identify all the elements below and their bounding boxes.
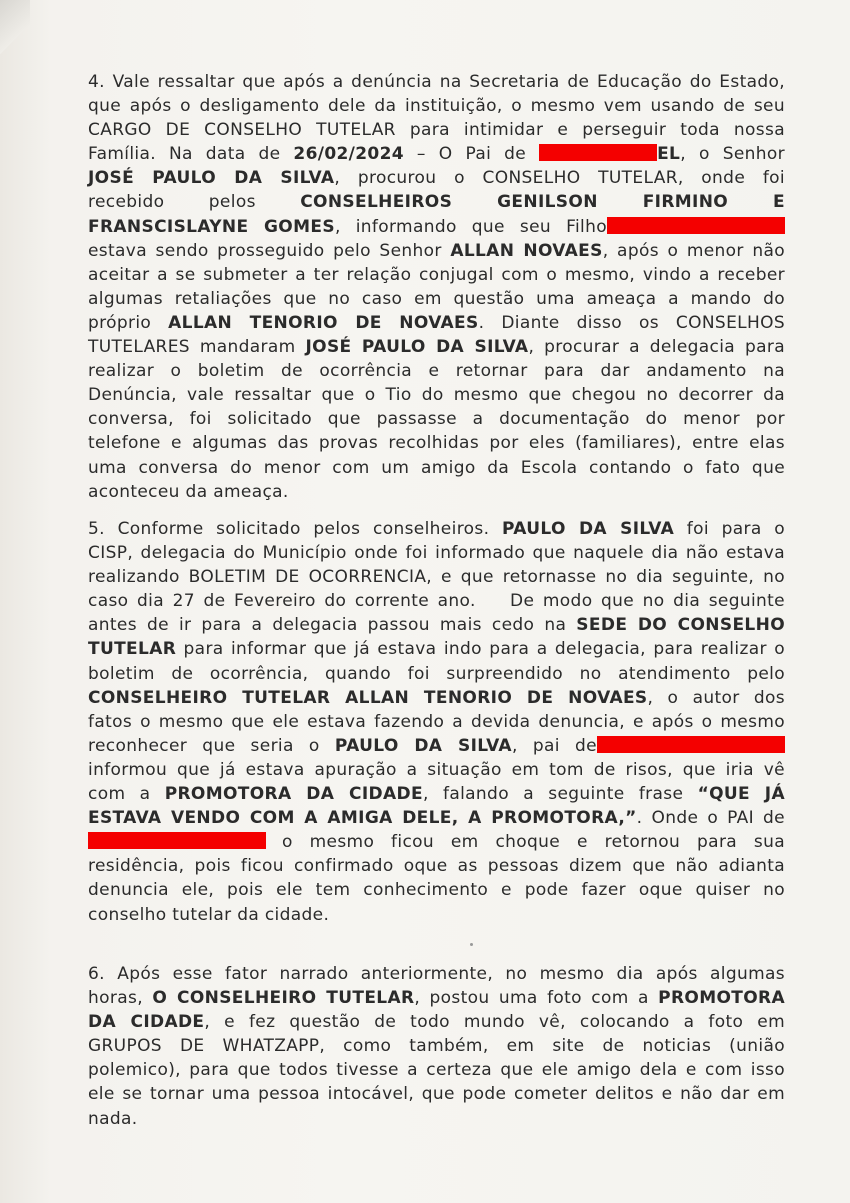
p5-line-14: o mesmo ficou em choque e retornou para sua (88, 830, 785, 854)
redaction-block (607, 217, 785, 234)
p4-line-16: telefone e algumas das provas recolhidas por eles (familiares), entre elas (88, 433, 785, 454)
p4-line-6: recebido pelos CONSELHEIROS GENILSON FIRMINO E (88, 192, 785, 213)
p5-line-15: residência, pois ficou confirmado oque as pessoas dizem que não adianta (88, 856, 785, 877)
paragraph-5 (88, 517, 785, 927)
p4-line-8: estava sendo prosseguido pelo Senhor ALLAN NOVAES, após o menor não (88, 240, 785, 261)
redaction-block (597, 736, 785, 753)
p4-line-17: uma conversa do menor com um amigo da Escola contando o fato que (88, 457, 785, 478)
p4-line-3: CARGO DE CONSELHO TUTELAR para intimidar e perseguir toda nossa (88, 120, 785, 141)
p4-line-9: aceitar a se submeter a ter relação conjugal com o mesmo, vindo a receber (88, 264, 785, 285)
p6-line-7: nada. (88, 1108, 138, 1129)
redaction-block (539, 144, 657, 161)
p4-line-11: próprio ALLAN TENORIO DE NOVAES. Diante disso os CONSELHOS (88, 312, 785, 333)
complaint-date: 26/02/2024 (293, 144, 404, 165)
p4-line-5: JOSÉ PAULO DA SILVA, procurou o CONSELHO TUTELAR, onde foi (88, 168, 785, 189)
paragraph-4 (88, 70, 785, 504)
p6-line-3: DA CIDADE, e fez questão de todo mundo vê, colocando a foto em (88, 1012, 785, 1033)
p5-line-7: boletim de ocorrência, quando foi surpreendido no atendimento pelo (88, 663, 785, 684)
p5-line-2: CISP, delegacia do Município onde foi informado que naquele dia não estava (88, 543, 785, 564)
p5-line-9: fatos o mesmo que ele estava fazendo a devida denuncia, e após o mesmo (88, 711, 785, 732)
p4-line-13: realizar o boletim de ocorrência e retornar para dar andamento na (88, 361, 785, 382)
p5-line-5: antes de ir para a delegacia passou mais cedo na SEDE DO CONSELHO (88, 615, 785, 636)
p5-line-1: 5. Conforme solicitado pelos conselheiros. PAULO DA SILVA foi para o (88, 519, 785, 539)
paragraph-6 (88, 962, 785, 1131)
p6-line-1: 6. Após esse fator narrado anteriormente, no mesmo dia após algumas (88, 964, 785, 984)
p6-line-4: GRUPOS DE WHATZAPP, como também, em site de noticias (união (88, 1036, 785, 1057)
p6-line-2: horas, O CONSELHEIRO TUTELAR, postou uma foto com a PROMOTORA (88, 988, 785, 1009)
p5-line-8: CONSELHEIRO TUTELAR ALLAN TENORIO DE NOVAES, o autor dos (88, 687, 785, 708)
p4-line-12: TUTELARES mandaram JOSÉ PAULO DA SILVA, procurar a delegacia para (88, 337, 785, 358)
p5-line-13: ESTAVA VENDO COM A AMIGA DELE, A PROMOTORA,”. Onde o PAI de (88, 808, 785, 829)
p4-line-15: conversa, foi solicitado que passasse a documentação do menor por (88, 409, 785, 430)
p4-line-1: 4. Vale ressaltar que após a denúncia na Secretaria de Educação do Estado, (88, 72, 785, 92)
page-corner-fold (0, 0, 30, 60)
p4-line-2: que após o desligamento dele da instituição, o mesmo vem usando de seu (88, 96, 785, 117)
paper-speck (470, 943, 473, 946)
p5-line-16: denuncia ele, pois ele tem conhecimento e pode fazer oque quiser no (88, 880, 785, 901)
redaction-block (88, 832, 266, 849)
p5-line-3: realizando BOLETIM DE OCORRENCIA, e que retornasse no dia seguinte, no (88, 567, 785, 588)
p4-line-18: aconteceu da ameaça. (88, 481, 289, 502)
p6-line-6: ele se tornar uma pessoa intocável, que pode cometer delitos e não dar em (88, 1084, 785, 1105)
p5-line-4: caso dia 27 de Fevereiro do corrente ano. De modo que no dia seguinte (88, 591, 785, 612)
p4-line-10: algumas retaliações que no caso em questão uma ameaça a mando do (88, 288, 785, 309)
p4-line-14: Denúncia, vale ressaltar que o Tio do mesmo que chegou no decorrer da (88, 385, 785, 406)
p5-line-10: reconhecer que seria o PAULO DA SILVA, pai de (88, 734, 785, 758)
p4-line-7: FRANSCISLAYNE GOMES, informando que seu Filho (88, 215, 785, 239)
p5-line-11: informou que já estava apuração a situação em tom de risos, que iria vê (88, 759, 785, 780)
p5-line-12: com a PROMOTORA DA CIDADE, falando a seguinte frase “QUE JÁ (88, 784, 785, 805)
p4-line-4: Família. Na data de 26/02/2024 – O Pai de EL, o Senhor (88, 144, 785, 165)
p5-line-17: conselho tutelar da cidade. (88, 904, 330, 925)
p6-line-5: polemico), para que todos tivesse a certeza que ele amigo dela e com isso (88, 1060, 785, 1081)
p5-line-6: TUTELAR para informar que já estava indo para a delegacia, para realizar o (88, 639, 785, 660)
